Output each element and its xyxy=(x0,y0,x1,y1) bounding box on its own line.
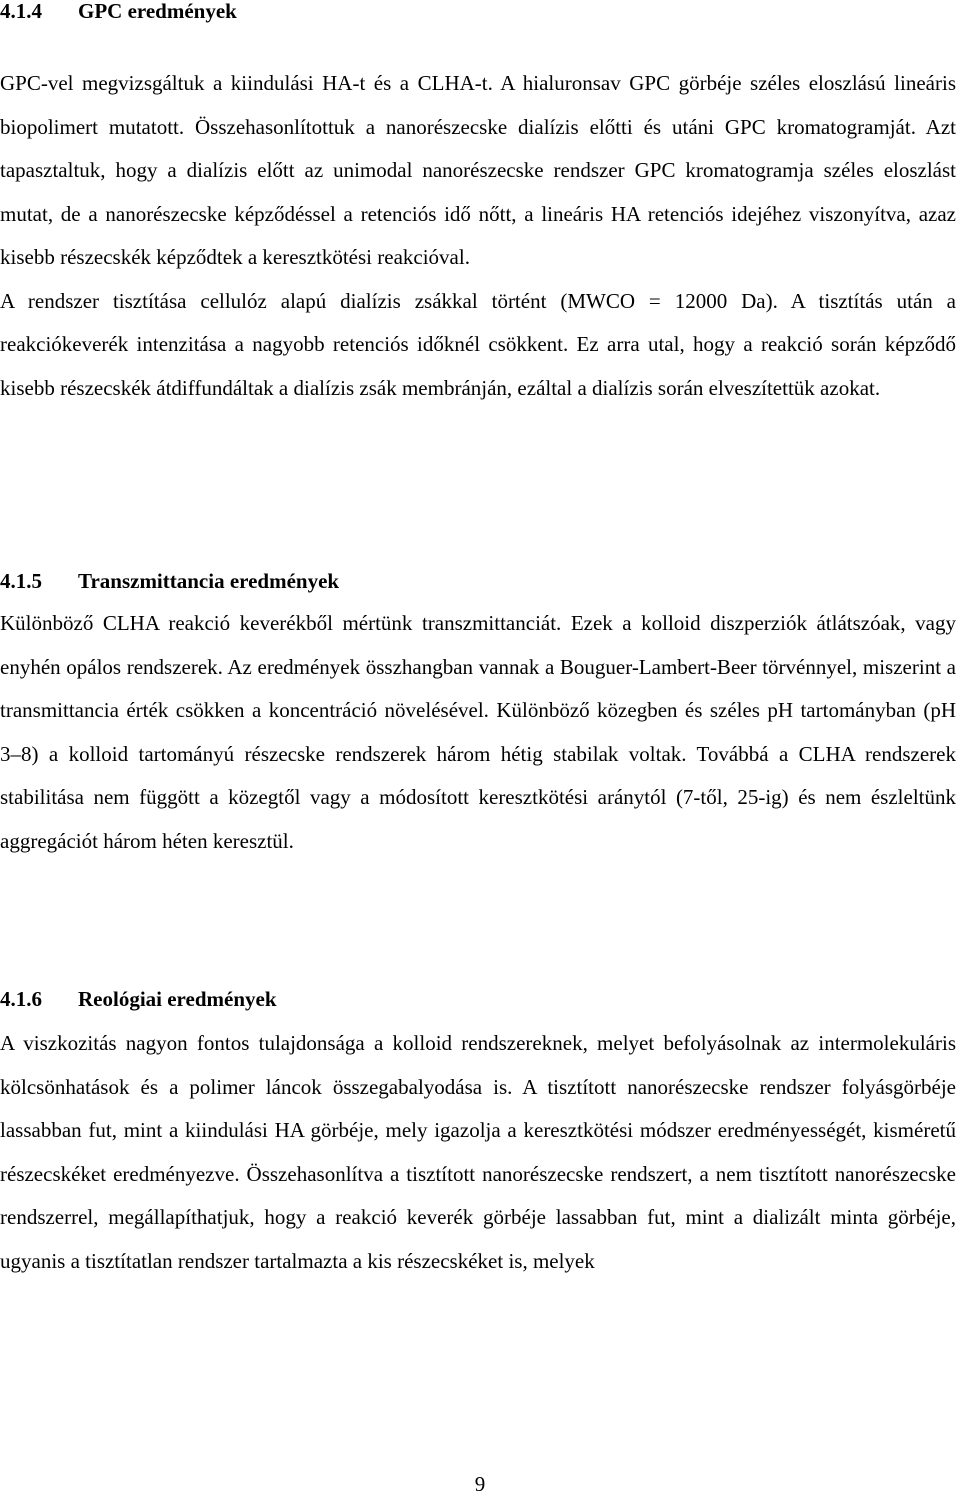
section-heading-rheology xyxy=(0,989,277,1010)
section-title: Transzmittancia eredmények xyxy=(78,569,340,593)
paragraph-transmittance-results xyxy=(0,602,956,863)
page-number: 9 xyxy=(474,1472,486,1496)
paragraph-text: A rendszer tisztítása cellulóz alapú dialízis zsákkal történt (MWCO = 12000 Da). A tisztítás után a reakciókeverék intenzitása a nagyobb retenciós időknél csökkent. Ez arra utal, hogy a reakció során képződő kisebb részecskék átdiffundáltak a dialízis zsák membránján, ezáltal a dialízis során elveszítettük azokat. xyxy=(0,288,956,400)
paragraph-text: GPC-vel megvizsgáltuk a kiindulási HA-t és a CLHA-t. A hialuronsav GPC görbéje széles eloszlású lineáris biopolimert mutatott. Összehasonlítottuk a nanorészecske dialízis előtti és utáni GPC kromatogramját. Azt tapasztaltuk, hogy a dialízis előtt az unimodal nanorészecske rendszer GPC kromatogramja széles eloszlást mutat, de a nanorészecske képződéssel a retenciós idő nőtt, a lineáris HA retenciós idejéhez viszonyítva, azaz kisebb részecskék képződtek a keresztkötési reakcióval. xyxy=(0,71,956,269)
section-heading-transmittance xyxy=(0,571,339,592)
section-number: 4.1.5 xyxy=(0,569,42,593)
section-title: Reológiai eredmények xyxy=(78,987,277,1011)
paragraph-rheology-results xyxy=(0,1022,956,1283)
section-title: GPC eredmények xyxy=(78,0,237,23)
section-number: 4.1.6 xyxy=(0,987,42,1011)
section-heading-gpc xyxy=(0,1,237,22)
paragraph-gpc-results xyxy=(0,62,956,410)
section-number: 4.1.4 xyxy=(0,0,42,23)
paragraph-text: A viszkozitás nagyon fontos tulajdonsága a kolloid rendszereknek, melyet befolyásolnak az intermolekuláris kölcsönhatások és a polimer láncok összegabalyodása is. A tisztított nanorészecske rendszer folyásgörbéje lassabban fut, mint a kiindulási HA görbéje, mely igazolja a keresztkötési módszer eredményességét, kisméretű részecskéket eredményezve. Összehasonlítva a tisztított nanorészecske rendszert, a nem tisztított nanorészecske rendszerrel, megállapíthatjuk, hogy a reakció keverék görbéje lassabban fut, mint a dializált minta görbéje, ugyanis a tisztítatlan rendszer tartalmazta a kis részecskéket is, melyek xyxy=(0,1031,956,1273)
paragraph-text: Különböző CLHA reakció keverékből mértünk transzmittanciát. Ezek a kolloid diszperziók átlátszóak, vagy enyhén opálos rendszerek. Az eredmények összhangban vannak a Bouguer-Lambert-Beer törvénnyel, miszerint a transmittancia érték csökken a koncentráció növelésével. Különböző közegben és széles pH tartományban (pH 3–8) a kolloid tartományú részecske rendszerek három hétig stabilak voltak. Továbbá a CLHA rendszerek stabilitása nem függött a közegtől vagy a módosított keresztkötési aránytól (7-től, 25-ig) és nem észleltünk aggregációt három héten keresztül. xyxy=(0,611,956,853)
